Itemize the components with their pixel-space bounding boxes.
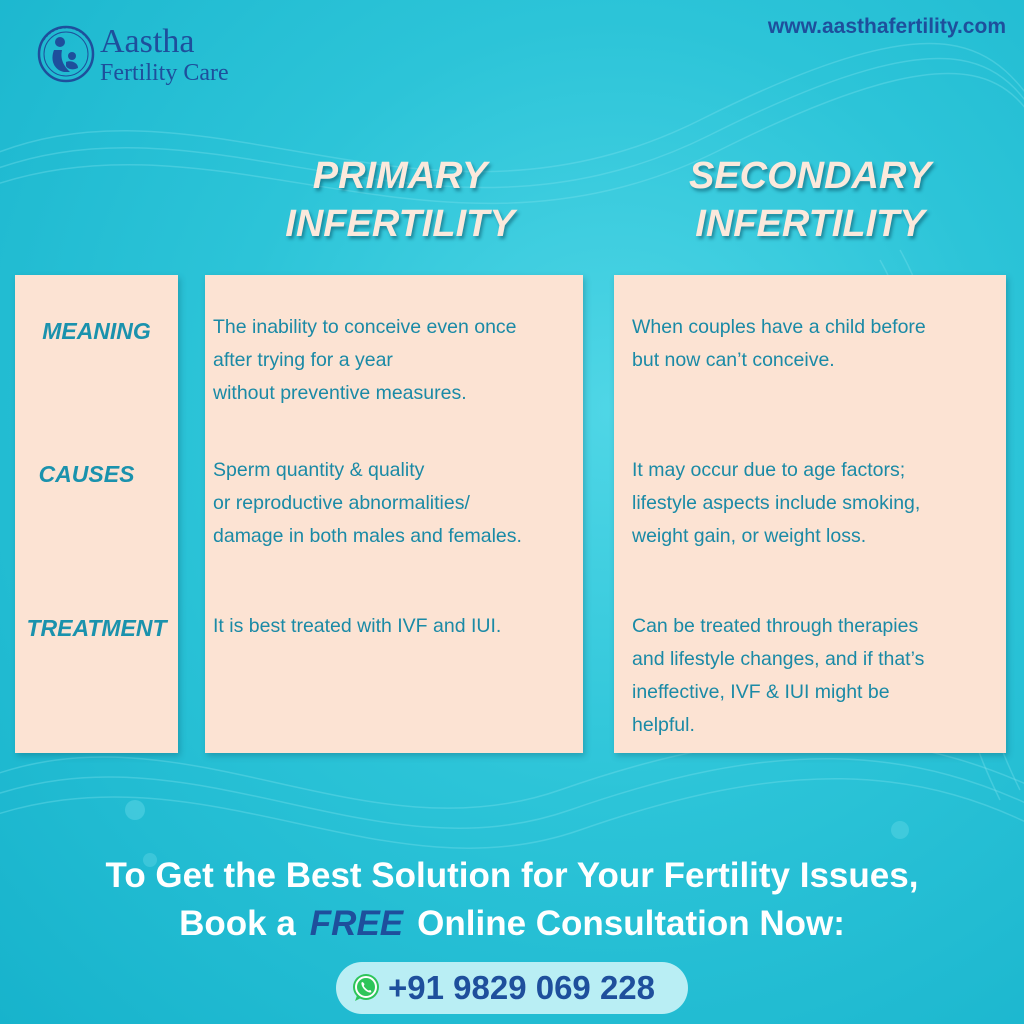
primary-treatment-text: It is best treated with IVF and IUI.: [213, 615, 502, 637]
primary-meaning-text: The inability to conceive even once after trying for a year without preventive measures.: [213, 316, 517, 404]
brand-name: Aastha: [100, 23, 195, 60]
primary-infertility-heading: PRIMARY INFERTILITY: [285, 155, 515, 245]
phone-number: +91 9829 069 228: [388, 969, 656, 1006]
row-labels-panel: [15, 275, 178, 753]
primary-infertility-panel: [205, 275, 583, 753]
treatment-label: TREATMENT: [26, 615, 167, 641]
secondary-meaning-text: When couples have a child before but now can’t conceive.: [632, 316, 926, 371]
primary-causes-text: Sperm quantity & quality or reproductive abnormalities/ damage in both males and females.: [213, 459, 522, 547]
brand-subtitle: Fertility Care: [100, 60, 229, 86]
whatsapp-icon: [350, 972, 382, 1004]
cta-free-highlight: FREE: [309, 904, 404, 943]
causes-label: CAUSES: [38, 461, 135, 487]
cta-suffix: Online Consultation Now:: [417, 904, 845, 943]
cta-subline: [0, 900, 1024, 948]
cta-prefix: Book a: [179, 904, 296, 943]
meaning-label: MEANING: [42, 318, 151, 344]
brand-logo: [34, 20, 274, 90]
phone-contact-button[interactable]: [336, 962, 688, 1014]
secondary-infertility-heading: SECONDARY INFERTILITY: [688, 155, 932, 245]
secondary-treatment-text: Can be treated through therapies and lifestyle changes, and if that’s ineffective, IVF & IUI might be helpful.: [632, 615, 925, 736]
mother-child-emblem-icon: [34, 20, 98, 84]
cta-headline: To Get the Best Solution for Your Fertility Issues,: [105, 856, 919, 895]
secondary-infertility-panel: [614, 275, 1006, 753]
website-link[interactable]: www.aasthafertility.com: [767, 15, 1006, 38]
secondary-causes-text: It may occur due to age factors; lifestyle aspects include smoking, weight gain, or weight loss.: [632, 459, 921, 547]
